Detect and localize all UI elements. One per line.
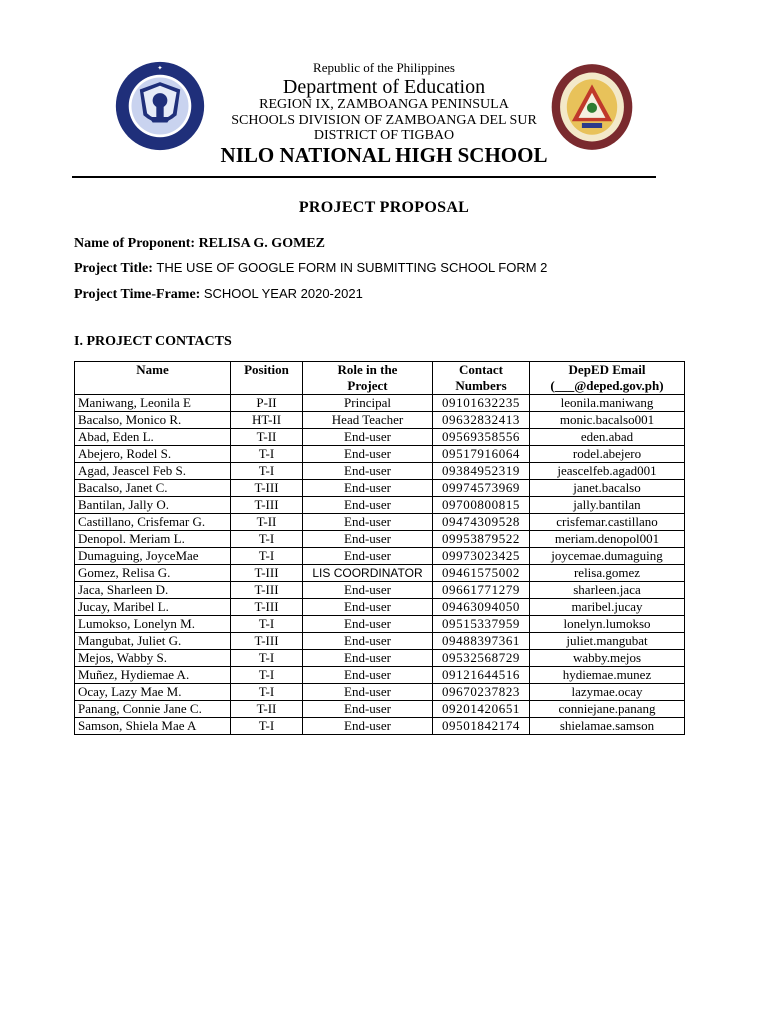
table-row bbox=[75, 565, 685, 582]
timeframe-field bbox=[74, 286, 363, 303]
cell-contact: 09700800815 bbox=[433, 497, 530, 514]
cell-email: janet.bacalso bbox=[530, 480, 685, 497]
cell-role: End-user bbox=[303, 514, 433, 531]
cell-email: sharleen.jaca bbox=[530, 582, 685, 599]
cell-position: T-III bbox=[231, 633, 303, 650]
header-district: DISTRICT OF TIGBAO bbox=[313, 128, 455, 143]
cell-position: T-II bbox=[231, 701, 303, 718]
cell-contact: 09121644516 bbox=[433, 667, 530, 684]
cell-name: Mejos, Wabby S. bbox=[75, 650, 231, 667]
cell-role: Principal bbox=[303, 395, 433, 412]
table-row bbox=[75, 446, 685, 463]
cell-email: maribel.jucay bbox=[530, 599, 685, 616]
col-header-name: Name bbox=[75, 362, 231, 395]
cell-email: hydiemae.munez bbox=[530, 667, 685, 684]
cell-position: T-III bbox=[231, 565, 303, 582]
cell-contact: 09201420651 bbox=[433, 701, 530, 718]
cell-contact: 09488397361 bbox=[433, 633, 530, 650]
cell-contact: 09974573969 bbox=[433, 480, 530, 497]
cell-name: Muñez, Hydiemae A. bbox=[75, 667, 231, 684]
cell-email: relisa.gomez bbox=[530, 565, 685, 582]
cell-name: Dumaguing, JoyceMae bbox=[75, 548, 231, 565]
header-region: REGION IX, ZAMBOANGA PENINSULA bbox=[259, 97, 509, 112]
cell-contact: 09474309528 bbox=[433, 514, 530, 531]
col-header-email: DepED Email (___@deped.gov.ph) bbox=[530, 362, 685, 395]
cell-position: P-II bbox=[231, 395, 303, 412]
col-header-contact: Contact Numbers bbox=[433, 362, 530, 395]
cell-role: End-user bbox=[303, 667, 433, 684]
document-title: PROJECT PROPOSAL bbox=[298, 199, 470, 216]
cell-name: Bantilan, Jally O. bbox=[75, 497, 231, 514]
cell-role: End-user bbox=[303, 701, 433, 718]
cell-name: Lumokso, Lonelyn M. bbox=[75, 616, 231, 633]
timeframe-label: Project Time-Frame: bbox=[74, 287, 201, 302]
cell-contact: 09632832413 bbox=[433, 412, 530, 429]
cell-position: T-I bbox=[231, 446, 303, 463]
cell-contact: 09384952319 bbox=[433, 463, 530, 480]
cell-position: T-I bbox=[231, 718, 303, 735]
proponent-label: Name of Proponent: bbox=[74, 236, 196, 251]
table-row bbox=[75, 514, 685, 531]
cell-name: Jaca, Sharleen D. bbox=[75, 582, 231, 599]
header-division: SCHOOLS DIVISION OF ZAMBOANGA DEL SUR bbox=[231, 113, 537, 128]
contacts-table-body bbox=[75, 395, 685, 735]
cell-role: End-user bbox=[303, 616, 433, 633]
table-row bbox=[75, 412, 685, 429]
cell-email: lonelyn.lumokso bbox=[530, 616, 685, 633]
cell-contact: 09532568729 bbox=[433, 650, 530, 667]
cell-email: meriam.denopol001 bbox=[530, 531, 685, 548]
cell-position: T-III bbox=[231, 480, 303, 497]
cell-email: shielamae.samson bbox=[530, 718, 685, 735]
cell-name: Castillano, Crisfemar G. bbox=[75, 514, 231, 531]
cell-position: T-I bbox=[231, 531, 303, 548]
cell-contact: 09569358556 bbox=[433, 429, 530, 446]
cell-contact: 09501842174 bbox=[433, 718, 530, 735]
table-row bbox=[75, 497, 685, 514]
cell-name: Gomez, Relisa G. bbox=[75, 565, 231, 582]
cell-email: jally.bantilan bbox=[530, 497, 685, 514]
cell-role: End-user bbox=[303, 599, 433, 616]
table-row bbox=[75, 429, 685, 446]
cell-role: End-user bbox=[303, 429, 433, 446]
cell-email: conniejane.panang bbox=[530, 701, 685, 718]
proponent-field bbox=[74, 236, 325, 252]
cell-name: Abejero, Rodel S. bbox=[75, 446, 231, 463]
col-header-position: Position bbox=[231, 362, 303, 395]
col-header-role: Role in the Project bbox=[303, 362, 433, 395]
table-row bbox=[75, 582, 685, 599]
cell-contact: 09517916064 bbox=[433, 446, 530, 463]
cell-role: End-user bbox=[303, 633, 433, 650]
cell-name: Ocay, Lazy Mae M. bbox=[75, 684, 231, 701]
cell-position: T-II bbox=[231, 514, 303, 531]
contacts-table bbox=[74, 361, 685, 735]
cell-contact: 09515337959 bbox=[433, 616, 530, 633]
table-row bbox=[75, 701, 685, 718]
cell-email: juliet.mangubat bbox=[530, 633, 685, 650]
cell-name: Maniwang, Leonila E bbox=[75, 395, 231, 412]
cell-email: crisfemar.castillano bbox=[530, 514, 685, 531]
cell-contact: 09463094050 bbox=[433, 599, 530, 616]
header-department: Department of Education bbox=[282, 76, 486, 98]
cell-position: T-I bbox=[231, 548, 303, 565]
cell-contact: 09661771279 bbox=[433, 582, 530, 599]
table-row bbox=[75, 599, 685, 616]
cell-email: jeascelfeb.agad001 bbox=[530, 463, 685, 480]
cell-role: LIS COORDINATOR bbox=[303, 565, 433, 582]
cell-email: lazymae.ocay bbox=[530, 684, 685, 701]
project-title-field bbox=[74, 260, 547, 277]
cell-email: monic.bacalso001 bbox=[530, 412, 685, 429]
cell-position: T-I bbox=[231, 650, 303, 667]
cell-role: End-user bbox=[303, 446, 433, 463]
project-title-value: THE USE OF GOOGLE FORM IN SUBMITTING SCHOOL FORM 2 bbox=[156, 260, 548, 275]
header-school-name: NILO NATIONAL HIGH SCHOOL bbox=[220, 143, 548, 167]
cell-name: Agad, Jeascel Feb S. bbox=[75, 463, 231, 480]
cell-role: End-user bbox=[303, 480, 433, 497]
table-row bbox=[75, 616, 685, 633]
section-title-contacts: I. PROJECT CONTACTS bbox=[74, 334, 232, 349]
cell-name: Jucay, Maribel L. bbox=[75, 599, 231, 616]
cell-role: End-user bbox=[303, 718, 433, 735]
cell-email: joycemae.dumaguing bbox=[530, 548, 685, 565]
cell-name: Panang, Connie Jane C. bbox=[75, 701, 231, 718]
cell-contact: 09670237823 bbox=[433, 684, 530, 701]
cell-contact: 09101632235 bbox=[433, 395, 530, 412]
cell-role: End-user bbox=[303, 531, 433, 548]
cell-name: Samson, Shiela Mae A bbox=[75, 718, 231, 735]
table-row bbox=[75, 650, 685, 667]
cell-position: T-II bbox=[231, 429, 303, 446]
svg-text:✦: ✦ bbox=[157, 64, 163, 73]
cell-position: T-III bbox=[231, 582, 303, 599]
cell-role: End-user bbox=[303, 463, 433, 480]
cell-email: rodel.abejero bbox=[530, 446, 685, 463]
table-row bbox=[75, 395, 685, 412]
cell-position: T-I bbox=[231, 463, 303, 480]
cell-email: wabby.mejos bbox=[530, 650, 685, 667]
cell-position: T-I bbox=[231, 667, 303, 684]
cell-role: End-user bbox=[303, 582, 433, 599]
table-row bbox=[75, 718, 685, 735]
cell-position: T-I bbox=[231, 616, 303, 633]
header-divider bbox=[72, 176, 656, 178]
cell-position: HT-II bbox=[231, 412, 303, 429]
header-republic: Republic of the Philippines bbox=[313, 60, 455, 75]
cell-name: Abad, Eden L. bbox=[75, 429, 231, 446]
cell-position: T-III bbox=[231, 599, 303, 616]
table-row bbox=[75, 548, 685, 565]
table-row bbox=[75, 633, 685, 650]
cell-role: End-user bbox=[303, 684, 433, 701]
cell-role: End-user bbox=[303, 650, 433, 667]
project-title-label: Project Title: bbox=[74, 261, 153, 276]
table-row bbox=[75, 463, 685, 480]
cell-role: Head Teacher bbox=[303, 412, 433, 429]
cell-contact: 09953879522 bbox=[433, 531, 530, 548]
cell-position: T-I bbox=[231, 684, 303, 701]
cell-position: T-III bbox=[231, 497, 303, 514]
cell-role: End-user bbox=[303, 497, 433, 514]
cell-contact: 09461575002 bbox=[433, 565, 530, 582]
proponent-value: RELISA G. GOMEZ bbox=[198, 236, 325, 251]
timeframe-value: SCHOOL YEAR 2020-2021 bbox=[203, 286, 363, 301]
cell-name: Denopol. Meriam L. bbox=[75, 531, 231, 548]
cell-name: Mangubat, Juliet G. bbox=[75, 633, 231, 650]
cell-email: eden.abad bbox=[530, 429, 685, 446]
table-row bbox=[75, 667, 685, 684]
cell-name: Bacalso, Janet C. bbox=[75, 480, 231, 497]
table-header-row bbox=[75, 362, 685, 395]
cell-contact: 09973023425 bbox=[433, 548, 530, 565]
table-row bbox=[75, 480, 685, 497]
cell-email: leonila.maniwang bbox=[530, 395, 685, 412]
cell-name: Bacalso, Monico R. bbox=[75, 412, 231, 429]
cell-role: End-user bbox=[303, 548, 433, 565]
table-row bbox=[75, 531, 685, 548]
table-row bbox=[75, 684, 685, 701]
